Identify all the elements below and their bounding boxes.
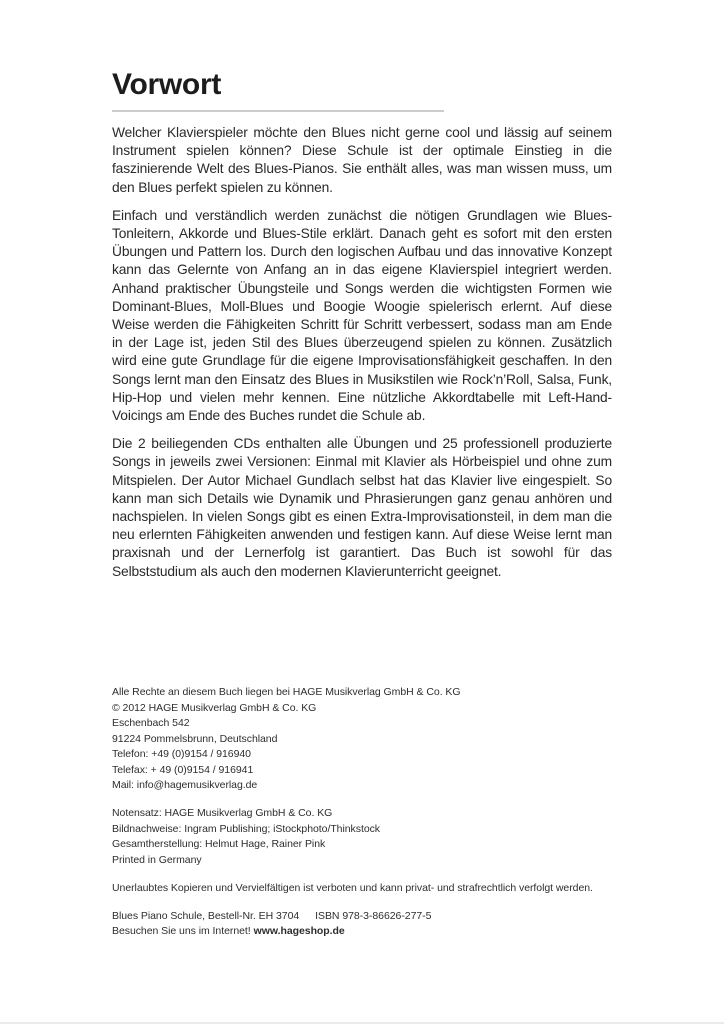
page-title: Vorwort [112,68,222,101]
order-number: Blues Piano Schule, Bestell-Nr. EH 3704 [112,909,300,922]
paragraph-method: Einfach und verständlich werden zunächst die nötigen Grundlagen wie Blues-Tonleitern, Akkorde und Blues-Stile erklärt. Danach geht es sofort mit den ersten Übungen und Pattern los. Durch den logischen Aufbau und das innovative Konzept kann das Gelernte von Anfang an in das eigene Klavierspiel integriert werden. Anhand praktischer Übungsteile und Songs werden die wichtigsten Formen wie Dominant-Blues, Moll-Blues und Boogie Woogie spielerisch erlernt. Auf diese Weise werden die Fähigkeiten Schritt für Schritt verbessert, sodass man am Ende in der Lage ist, jeden Stil des Blues überzeugend spielen zu können. Zusätzlich wird eine gute Grundlage für die eigene Improvisationsfähigkeit geschaffen. In den Songs lernt man den Einsatz des Blues in Musikstilen wie Rock’n’Roll, Salsa, Funk, Hip-Hop und vielen mehr kennen. Eine nützliche Akkordtabelle mit Left-Hand-Voicings am Ende des Buches rundet die Schule ab. [112,207,612,424]
fax-line: Telefax: + 49 (0)9154 / 916941 [112,763,254,776]
image-credits-line: Bildnachweise: Ingram Publishing; iStockphoto/Thinkstock [112,822,381,835]
printed-line: Printed in Germany [112,853,202,866]
rights-line: Alle Rechte an diesem Buch liegen bei HAGE Musikverlag GmbH & Co. KG [112,686,461,698]
shop-url: www.hageshop.de [253,925,345,937]
imprint [112,685,652,952]
internet-prefix: Besuchen Sie uns im Internet! [112,925,251,937]
copyright-line: © 2012 HAGE Musikverlag GmbH & Co. KG [112,701,317,714]
phone-line: Telefon: +49 (0)9154 / 916940 [112,748,251,760]
copyright-warning: Unerlaubtes Kopieren und Vervielfältigen ist verboten und kann privat- und strafrechtlich verfolgt werden. [112,881,593,894]
city-line: 91224 Pommelsbrunn, Deutschland [112,732,278,745]
street-line: Eschenbach 542 [112,717,190,729]
isbn: ISBN 978-3-86626-277-5 [315,909,432,922]
paragraph-cds: Die 2 beiliegenden CDs enthalten alle Übungen und 25 professionell produzierte Songs in jeweils zwei Versionen: Einmal mit Klavier als Hörbeispiel und ohne zum Mitspielen. Der Autor Michael Gundlach selbst hat das Klavier live eingespielt. So kann man sich Details wie Dynamik und Phrasierungen ganz genau anhören und nachspielen. In vielen Songs gibt es einen Extra-Improvisationsteil, in dem man die neu erlernten Fähigkeiten anwenden und festigen kann. Auf diese Weise lernt man praxisnah und der Lernerfolg ist garantiert. Das Buch ist sowohl für das Selbststudium als auch den modernen Klavierunterricht geeignet. [112,436,612,579]
publisher-block [112,685,652,794]
internet-line [112,924,652,940]
mail-line: Mail: info@hagemusikverlag.de [112,779,258,791]
production-block [112,806,652,868]
production-line: Gesamtherstellung: Helmut Hage, Rainer Pink [112,838,326,850]
notation-line: Notensatz: HAGE Musikverlag GmbH & Co. KG [112,807,333,819]
paragraph-intro: Welcher Klavierspieler möchte den Blues nicht gerne cool und lässig auf seinem Instrument spielen können? Diese Schule ist der optimale Einstieg in die faszinierende Welt des Blues-Pianos. Sie enthält alles, was man wissen muss, um den Blues perfekt spielen zu können. [112,125,612,195]
preface-text [112,124,612,591]
title-rule [112,110,444,112]
order-line [112,909,652,925]
order-block [112,909,652,940]
